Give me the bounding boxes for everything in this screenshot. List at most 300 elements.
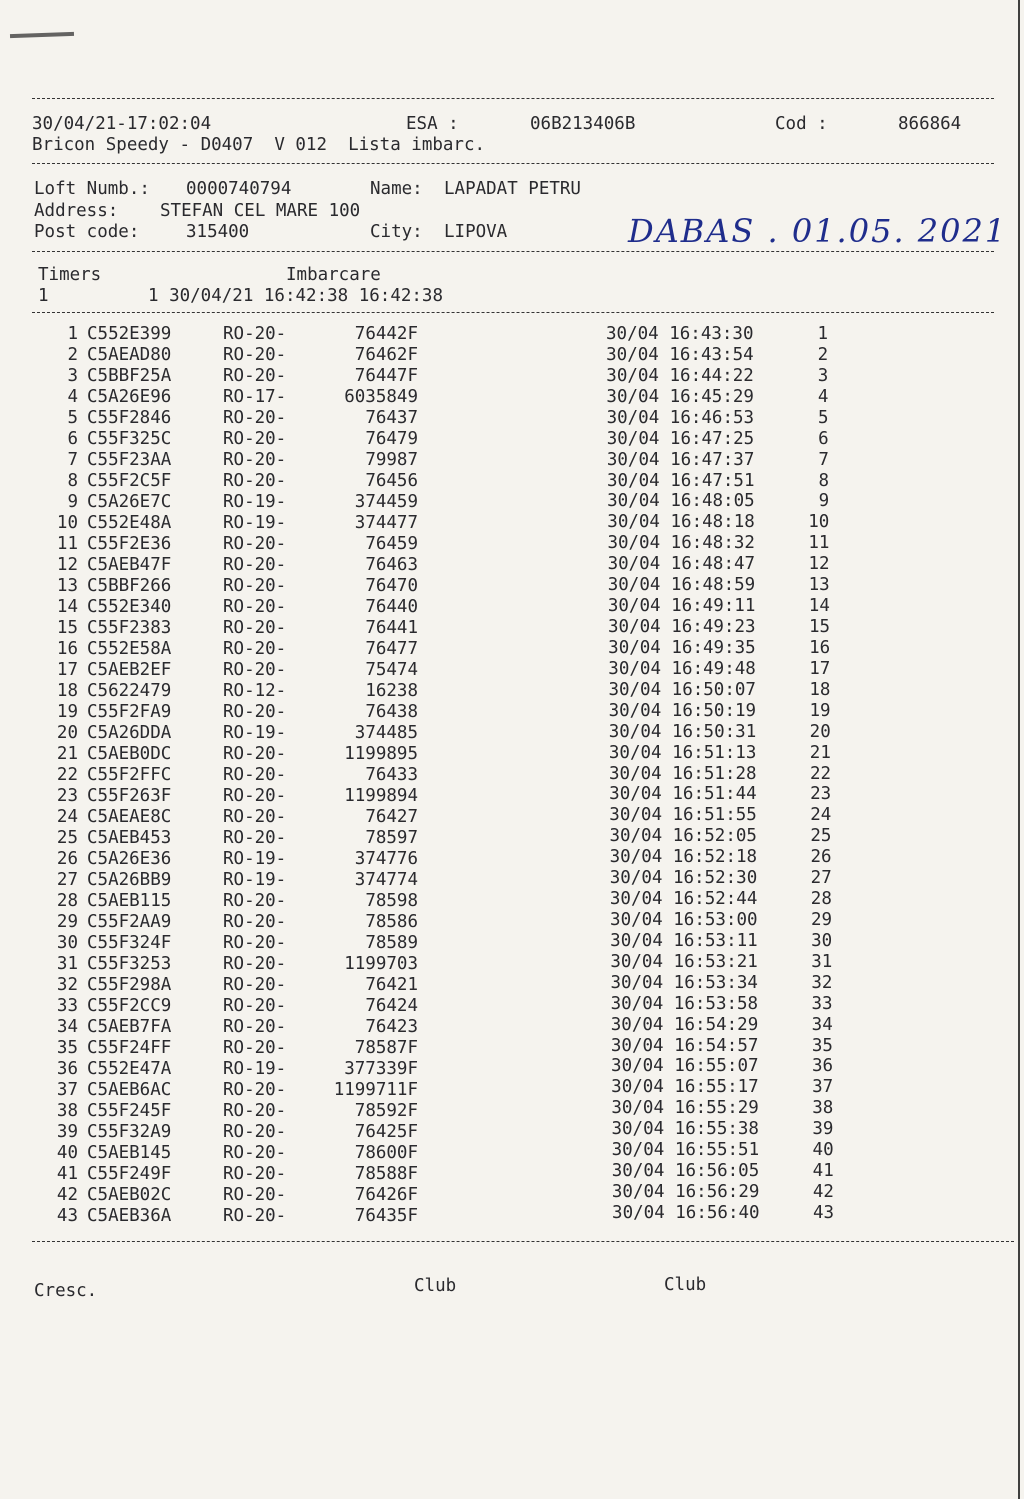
rank-number: 17 [809,658,831,679]
row-index: 17 [56,660,78,680]
post-code-label: Post code: [34,222,140,242]
rank-number: 9 [818,491,830,512]
row-index: 9 [67,492,78,512]
table-row [0,597,1024,618]
rank-number: 19 [809,700,831,721]
ring-number: 374774 [354,870,418,890]
ring-code: C5622479 [87,681,172,701]
arrival-time: 30/04 16:48:32 [607,533,755,554]
row-index: 34 [56,1017,78,1037]
ring-number: 76477 [365,639,418,659]
rank-number: 33 [811,993,833,1014]
rank-number: 11 [808,533,830,554]
ring-prefix: RO-20- [223,639,287,659]
ring-prefix: RO-20- [223,1038,287,1058]
rank-number: 16 [809,637,831,658]
arrival-time: 30/04 16:52:18 [609,847,758,868]
ring-number: 79987 [365,450,418,470]
row-index: 37 [56,1080,78,1100]
ring-prefix: RO-20- [223,660,287,680]
row-index: 28 [56,891,78,911]
ring-prefix: RO-20- [223,471,287,491]
row-index: 32 [56,975,78,995]
ring-number: 76441 [365,618,418,638]
ring-number: 78598 [365,891,418,911]
arrival-time: 30/04 16:49:23 [608,617,756,637]
ring-number: 76456 [365,471,418,491]
ring-prefix: RO-20- [223,954,287,974]
arrival-time: 30/04 16:46:53 [606,407,755,428]
ring-code: C55F325C [87,429,172,449]
ring-code: C5A26E7C [87,492,172,512]
ring-prefix: RO-19- [223,492,287,512]
ring-code: C55F324F [87,933,172,953]
table-row [0,534,1024,555]
arrival-time: 30/04 16:48:05 [607,491,755,512]
ring-number: 374485 [354,723,418,743]
ring-number: 76463 [365,555,418,575]
rank-number: 5 [818,407,829,428]
rank-number: 15 [808,617,831,637]
post-code-value: 315400 [186,222,250,242]
ring-code: C5A26E36 [87,849,172,869]
ring-number: 78589 [365,933,418,953]
cod-label: Cod : [775,114,828,134]
row-index: 25 [56,828,78,848]
row-index: 30 [56,933,78,953]
arrival-time: 30/04 16:55:17 [611,1077,759,1098]
ring-prefix: RO-20- [223,324,287,344]
row-index: 40 [56,1143,78,1163]
club-label-1: Club [414,1276,457,1296]
ring-number: 78586 [365,912,418,932]
ring-prefix: RO-20- [223,366,287,386]
arrival-time: 30/04 16:44:22 [606,365,754,386]
ring-prefix: RO-20- [223,786,287,806]
table-row [0,324,1024,345]
ring-code: C5AEB7FA [87,1017,172,1037]
row-index: 19 [56,702,78,722]
timers-label: Timers [38,265,102,285]
timer-number: 1 [38,286,49,306]
ring-number: 76437 [365,408,418,428]
ring-prefix: RO-20- [223,345,287,365]
ring-number: 78600F [354,1143,418,1163]
ring-code: C55F23AA [87,450,172,470]
row-index: 26 [56,849,78,869]
rank-number: 35 [811,1035,833,1056]
row-index: 16 [56,639,78,659]
ring-prefix: RO-12- [223,681,287,701]
row-index: 2 [67,345,78,365]
ring-number: 374776 [354,849,418,869]
address-label: Address: [34,201,119,221]
ring-prefix: RO-20- [223,996,287,1016]
row-index: 7 [67,450,78,470]
table-row [0,555,1024,576]
arrival-time: 30/04 16:53:11 [610,930,758,951]
table-row [0,492,1024,513]
ring-prefix: RO-19- [223,870,287,890]
city-label: City: [370,222,423,242]
rank-number: 27 [810,868,832,889]
rank-number: 43 [812,1202,835,1223]
arrival-time: 30/04 16:56:40 [612,1202,760,1223]
ring-prefix: RO-19- [223,1059,287,1079]
ring-prefix: RO-20- [223,597,287,617]
rank-number: 29 [810,909,833,930]
table-row [0,1077,1024,1101]
rank-number: 34 [811,1014,833,1035]
city-value: LIPOVA [444,222,508,242]
arrival-time: 30/04 16:50:31 [608,721,757,742]
header-datetime: 30/04/21-17:02:04 [32,114,212,134]
rank-number: 24 [810,805,832,826]
row-index: 14 [56,597,78,617]
ring-prefix: RO-20- [223,702,287,722]
ring-code: C5BBF25A [87,366,172,386]
ring-code: C55F2FFC [87,765,172,785]
row-index: 39 [56,1122,78,1142]
table-row [0,471,1024,492]
ring-code: C5AEB115 [87,891,172,911]
timer-entry: 1 30/04/21 16:42:38 16:42:38 [148,286,444,306]
arrival-time: 30/04 16:47:37 [606,449,755,470]
ring-number: 76442F [354,324,418,344]
ring-number: 78592F [354,1101,418,1121]
ring-prefix: RO-20- [223,1101,287,1121]
ring-code: C55F2C5F [87,471,172,491]
ring-code: C55F2CC9 [87,996,172,1016]
ring-prefix: RO-20- [223,555,287,575]
ring-number: 1199703 [344,954,418,974]
rank-number: 10 [808,512,830,533]
ring-number: 76423 [365,1017,418,1037]
ring-prefix: RO-19- [223,723,287,743]
ring-code: C5AEB145 [87,1143,172,1163]
rank-number: 31 [811,951,833,972]
ring-prefix: RO-20- [223,744,287,764]
ring-number: 76440 [365,597,418,617]
table-row [0,972,1024,996]
arrival-time: 30/04 16:55:51 [611,1140,760,1161]
ring-code: C55F2383 [87,618,172,638]
table-row [0,576,1024,597]
ring-prefix: RO-19- [223,849,287,869]
arrival-time: 30/04 16:47:25 [606,428,755,449]
table-row [0,513,1024,534]
arrival-time: 30/04 16:43:54 [606,344,754,365]
rank-number: 26 [810,847,832,868]
arrival-time: 30/04 16:51:13 [608,742,757,763]
ring-code: C552E48A [87,513,172,533]
ring-code: C55F245F [87,1101,172,1121]
arrival-time: 30/04 16:54:29 [610,1014,759,1035]
ring-prefix: RO-20- [223,1143,287,1163]
row-index: 23 [56,786,78,806]
esa-value: 06B213406B [530,114,636,134]
ring-code: C552E58A [87,639,172,659]
name-label: Name: [370,179,423,199]
table-row [0,1119,1024,1143]
arrival-time: 30/04 16:45:29 [606,386,754,407]
rank-number: 42 [812,1182,834,1203]
rank-number: 1 [817,324,828,344]
rank-number: 4 [817,386,829,407]
table-row [0,891,1024,912]
loft-numb-label: Loft Numb.: [34,179,150,199]
table-row [0,1056,1024,1080]
arrival-time: 30/04 16:51:55 [609,805,757,826]
ring-prefix: RO-20- [223,408,287,428]
ring-prefix: RO-20- [223,576,287,596]
handwritten-note: DABAS . 01.05. 2021 [628,212,1008,250]
ring-prefix: RO-20- [223,1206,287,1226]
table-row [0,723,1024,744]
separator-top [32,98,994,99]
separator-bottom [32,1241,1014,1242]
separator-timers [32,312,994,313]
row-index: 31 [56,954,78,974]
table-row [0,909,1024,933]
table-row [0,366,1024,387]
table-row [0,1014,1024,1038]
arrival-time: 30/04 16:50:07 [608,679,756,700]
ring-number: 1199895 [344,744,418,764]
table-row [0,408,1024,429]
row-index: 4 [67,387,78,407]
table-row [0,1035,1024,1059]
ring-code: C5BBF266 [87,576,172,596]
ring-code: C5AEB36A [87,1206,172,1226]
table-row [0,930,1024,954]
ring-code: C55F3253 [87,954,172,974]
ring-code: C55F263F [87,786,172,806]
ring-number: 75474 [365,660,418,680]
arrival-time: 30/04 16:55:07 [611,1056,759,1077]
table-row [0,828,1024,849]
ring-prefix: RO-20- [223,933,287,953]
row-index: 27 [56,870,78,890]
ring-number: 76479 [365,429,418,449]
ring-number: 76447F [354,366,418,386]
rank-number: 39 [812,1119,834,1140]
rank-number: 38 [812,1098,834,1119]
rank-number: 23 [810,784,832,805]
ring-code: C5A26DDA [87,723,172,743]
arrival-time: 30/04 16:55:29 [611,1098,759,1119]
rank-number: 25 [810,826,832,847]
table-row [0,681,1024,702]
ring-prefix: RO-20- [223,1017,287,1037]
arrival-time: 30/04 16:43:30 [606,324,754,344]
ring-code: C5AEB0DC [87,744,172,764]
arrival-time: 30/04 16:50:19 [608,700,757,721]
arrival-time: 30/04 16:56:05 [611,1161,760,1182]
row-index: 5 [67,408,78,428]
ring-code: C5AEB47F [87,555,172,575]
arrival-time: 30/04 16:49:48 [608,658,756,679]
esa-label: ESA : [406,114,459,134]
table-row [0,450,1024,471]
ring-number: 76470 [365,576,418,596]
ring-number: 16238 [365,681,418,701]
ring-number: 76438 [365,702,418,722]
rank-number: 37 [812,1077,834,1098]
row-index: 35 [56,1038,78,1058]
table-row [0,702,1024,723]
rank-number: 21 [809,742,831,763]
ring-prefix: RO-20- [223,807,287,827]
ring-code: C55F2846 [87,408,172,428]
table-row [0,618,1024,639]
table-row [0,387,1024,408]
ring-number: 76462F [354,345,418,365]
arrival-time: 30/04 16:56:29 [611,1182,760,1203]
table-row [0,765,1024,786]
row-index: 3 [67,366,78,386]
ring-number: 76421 [365,975,418,995]
ring-prefix: RO-20- [223,618,287,638]
rank-number: 36 [811,1056,834,1077]
rank-number: 6 [818,428,829,449]
ring-number: 1199711F [333,1080,418,1100]
arrival-time: 30/04 16:51:44 [609,784,757,805]
ring-prefix: RO-20- [223,1164,287,1184]
ring-code: C5AEAE8C [87,807,172,827]
rank-number: 3 [817,365,829,386]
rank-number: 2 [817,344,829,365]
rank-number: 32 [811,972,833,993]
ring-number: 76433 [365,765,418,785]
row-index: 41 [56,1164,78,1184]
ring-prefix: RO-17- [223,387,287,407]
table-row [0,807,1024,828]
rank-number: 40 [812,1140,834,1161]
arrival-time: 30/04 16:53:58 [610,993,759,1014]
ring-code: C552E399 [87,324,172,344]
ring-number: 76459 [365,534,418,554]
arrival-time: 30/04 16:52:30 [609,868,758,889]
ring-number: 76435F [354,1206,418,1226]
ring-prefix: RO-20- [223,765,287,785]
row-index: 43 [56,1206,78,1226]
row-index: 33 [56,996,78,1016]
ring-code: C552E47A [87,1059,172,1079]
ring-code: C55F2AA9 [87,912,172,932]
ring-number: 76427 [365,807,418,827]
table-row [0,1098,1024,1122]
rank-number: 12 [808,554,830,575]
rank-number: 8 [818,470,829,491]
table-row [0,1161,1024,1185]
table-row [0,786,1024,807]
device-line: Bricon Speedy - D0407 V 012 Lista imbarc. [32,135,486,155]
ring-code: C5AEB453 [87,828,172,848]
separator-loft [32,251,994,252]
ring-prefix: RO-20- [223,975,287,995]
ring-code: C55F2E36 [87,534,172,554]
table-row [0,1140,1024,1164]
row-index: 21 [56,744,78,764]
ring-number: 78587F [354,1038,418,1058]
row-index: 38 [56,1101,78,1121]
imbarcare-label: Imbarcare [286,265,381,285]
cod-value: 866864 [898,114,962,134]
ring-code: C55F249F [87,1164,172,1184]
ring-code: C5A26BB9 [87,870,172,890]
arrival-time: 30/04 16:53:21 [610,951,758,972]
arrival-time: 30/04 16:53:34 [610,972,758,993]
ring-number: 374459 [354,492,418,512]
row-index: 11 [56,534,78,554]
table-row [0,345,1024,366]
arrival-time: 30/04 16:51:28 [609,763,757,784]
row-index: 15 [56,618,78,638]
ring-code: C552E340 [87,597,172,617]
arrival-time: 30/04 16:52:05 [609,826,757,847]
table-row [0,744,1024,765]
table-row [0,849,1024,870]
arrival-time: 30/04 16:47:51 [607,470,755,491]
row-index: 42 [56,1185,78,1205]
ring-code: C55F2FA9 [87,702,172,722]
row-index: 24 [56,807,78,827]
ring-prefix: RO-20- [223,912,287,932]
table-row [0,429,1024,450]
ring-number: 377339F [344,1059,418,1079]
cresc-label: Cresc. [34,1281,98,1301]
ring-code: C55F298A [87,975,172,995]
ring-prefix: RO-20- [223,1080,287,1100]
rank-number: 7 [818,449,829,470]
row-index: 20 [56,723,78,743]
rank-number: 30 [811,930,833,951]
ring-prefix: RO-20- [223,828,287,848]
table-row [0,1182,1024,1206]
ring-number: 6035849 [344,387,418,407]
ring-number: 78588F [354,1164,418,1184]
arrival-time: 30/04 16:48:47 [607,554,756,575]
row-index: 1 [67,324,78,344]
row-index: 8 [67,471,78,491]
ring-number: 76424 [365,996,418,1016]
row-index: 29 [56,912,78,932]
ring-code: C5AEB02C [87,1185,172,1205]
ring-code: C5A26E96 [87,387,172,407]
ring-number: 76426F [354,1185,418,1205]
arrival-time: 30/04 16:49:35 [608,637,756,658]
ring-number: 1199894 [344,786,418,806]
arrival-time: 30/04 16:53:00 [610,909,758,930]
table-row [0,660,1024,681]
corner-mark [10,32,74,38]
ring-code: C5AEB6AC [87,1080,172,1100]
row-index: 12 [56,555,78,575]
ring-number: 76425F [354,1122,418,1142]
name-value: LAPADAT PETRU [444,179,581,199]
rank-number: 18 [809,679,831,700]
rank-number: 20 [809,721,831,742]
ring-prefix: RO-20- [223,534,287,554]
separator-header [32,163,994,164]
row-index: 22 [56,765,78,785]
arrival-time: 30/04 16:55:38 [611,1119,759,1140]
loft-numb-value: 0000740794 [186,179,292,199]
row-index: 36 [56,1059,78,1079]
table-row [0,951,1024,975]
club-label-2: Club [664,1275,707,1295]
